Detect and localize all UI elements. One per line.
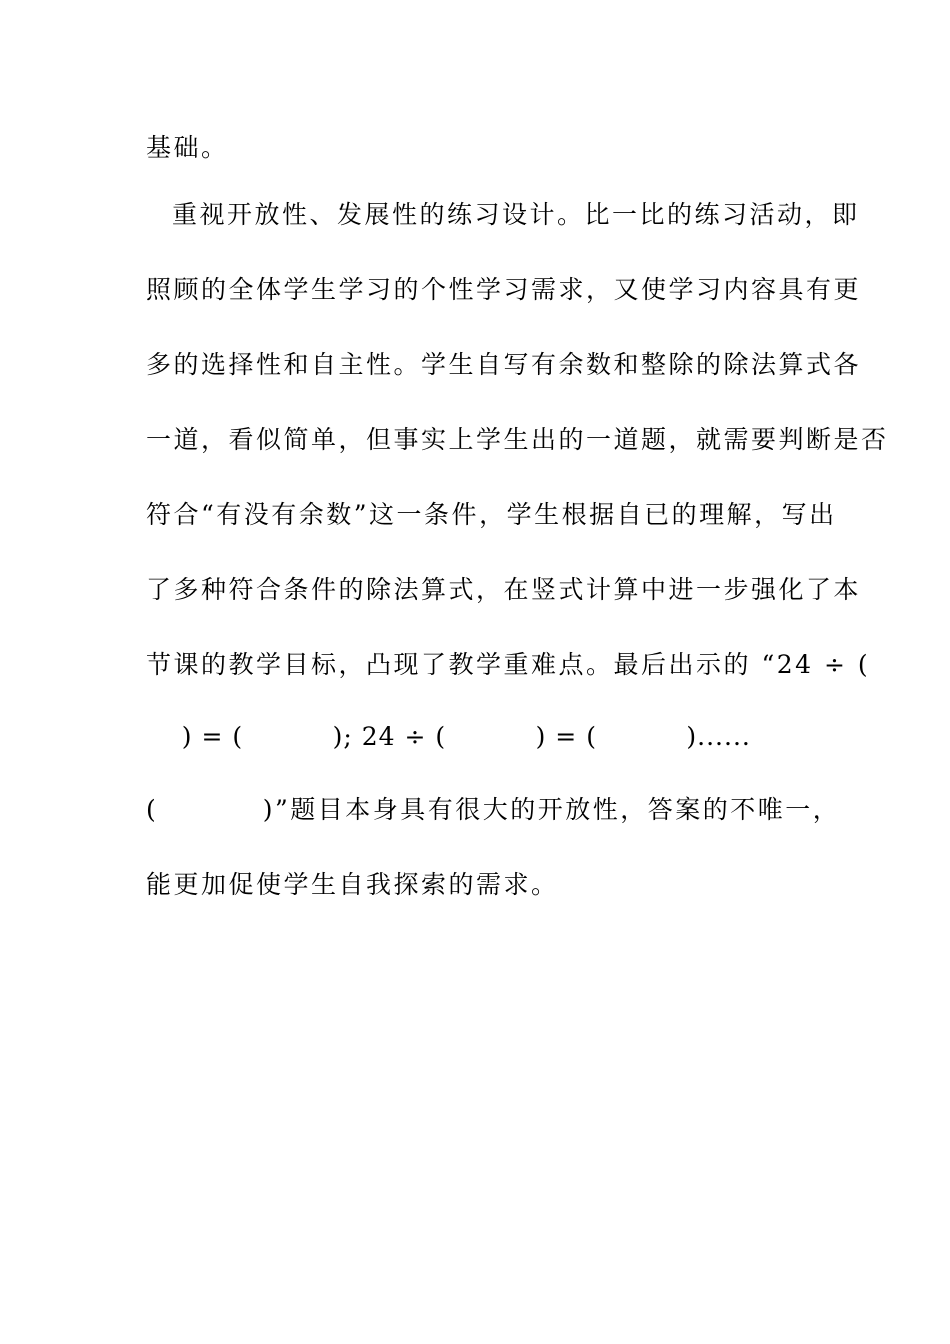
paragraph-line: 能更加促使学生自我探索的需求。 bbox=[146, 870, 559, 899]
equation-line: ) = ( ); 24 ÷ ( ) = ( )...... bbox=[146, 722, 751, 751]
paragraph-line: 重视开放性、发展性的练习设计。比一比的练习活动，即 bbox=[172, 200, 860, 229]
paragraph-line: 符合“有没有余数”这一条件，学生根据自已的理解，写出 bbox=[146, 500, 837, 529]
paragraph-line: 一道，看似简单，但事实上学生出的一道题，就需要判断是否 bbox=[146, 425, 889, 454]
paragraph-line: ( )”题目本身具有很大的开放性，答案的不唯一， bbox=[146, 795, 841, 824]
paragraph-line: 节课的教学目标，凸现了教学重难点。最后出示的 “24 ÷ ( bbox=[146, 650, 871, 679]
paragraph-line: 多的选择性和自主性。学生自写有余数和整除的除法算式各 bbox=[146, 350, 862, 379]
paragraph-line: 基础。 bbox=[146, 133, 229, 162]
paragraph-line: 照顾的全体学生学习的个性学习需求，又使学习内容具有更 bbox=[146, 275, 862, 304]
paragraph-line: 了多种符合条件的除法算式，在竖式计算中进一步强化了本 bbox=[146, 575, 862, 604]
